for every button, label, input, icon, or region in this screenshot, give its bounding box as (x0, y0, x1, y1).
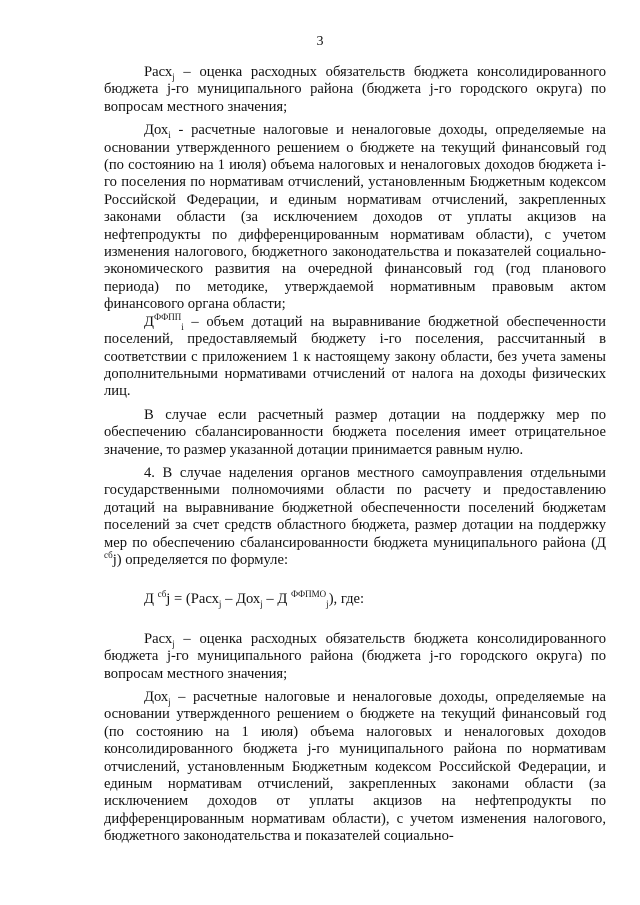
formula-part: ), где: (328, 591, 365, 608)
term: Расх (144, 630, 173, 647)
term: Д (144, 313, 154, 330)
term-subscript: i (181, 321, 184, 332)
paragraph-text: 4. В случае наделения органов местного самоуправления отдельными государственными полномочиями области по расчету и предоставлению дотаций на выравнивание бюджетной обеспеченности поселений бюджетам поселений за счет средств областного бюджета, размер дотации на поддержку мер по обеспечению сбалансированности бюджета муниципального района (Д (104, 464, 606, 551)
formula-sub: j (260, 599, 263, 610)
definition-dotation-1 (104, 311, 606, 401)
term-subscript: j (168, 696, 171, 707)
paragraph-tail: j) определяется по формуле: (112, 551, 288, 568)
term-subscript: i (168, 130, 171, 141)
definition-text: – объем дотаций на выравнивание бюджетной обеспеченности поселений, предоставляемый бюджету i-го поселения, рассчитанный в соответствии с приложением 1 к настоящему закону области, без учета замены дополнительными нормативами отчислений от налога на доходы физических лиц. (104, 313, 606, 400)
superscript: сб (104, 550, 113, 561)
definition-dox-1 (104, 122, 606, 313)
term: Расх (144, 64, 173, 80)
definition-rasx-1 (104, 64, 606, 116)
term: Дох (144, 122, 169, 139)
paragraph-negative-value: В случае если расчетный размер дотации на поддержку мер по обеспечению сбалансированности бюджета поселения имеет отрицательное значение, то размер указанной дотации принимается равным нулю. (104, 406, 606, 458)
page-number: 3 (316, 34, 324, 49)
definition-text: – оценка расходных обязательств бюджета консолидированного бюджета j-го муниципального района (бюджета j-го городского округа) по вопросам местного значения; (104, 630, 606, 682)
definition-text: – расчетные налоговые и неналоговые доходы, определяемые на основании утвержденного решением о бюджете на текущий финансовый год (по состоянию на 1 июля) объема налоговых и неналоговых доходов консолидированного бюджета j-го муниципального района по нормативам отчислений, установленным Бюджетным кодексом Российской Федерации, и единым нормативам отчислений, закрепленных законами области (за исключением доходов от уплаты акцизов на нефтепродукты по дифференцированным нормативам области), с учетом изменения налогового, бюджетного законодательства и показателей социально- (104, 689, 606, 845)
term: Дох (144, 689, 169, 705)
formula-sup: сб (157, 589, 167, 600)
formula-sub: j (218, 599, 222, 610)
formula-part: – Дох (221, 591, 261, 608)
definition-text: – оценка расходных обязательств бюджета консолидированного бюджета j-го муниципального района (бюджета j-го городского округа) по вопросам местного значения; (104, 64, 606, 115)
paragraph-4 (104, 465, 606, 569)
document-body (104, 64, 606, 846)
formula-sup: ФФПМО (290, 589, 327, 600)
definition-dox-2 (104, 689, 606, 846)
definition-text: - расчетные налоговые и неналоговые доходы, определяемые на основании утвержденного решением о бюджете на текущий финансовый год (по состоянию на 1 июля) объема налоговых и неналоговых доходов бюджета i-го поселения по нормативам отчислений, установленным Бюджетным кодексом Российской Федерации, и единым нормативам отчислений, закрепленных законами области (за исключением доходов от уплаты акцизов на нефтепродукты по дифференцированным нормативам области), с учетом изменения налогового, бюджетного законодательства и показателей социально-экономического развития на очередной финансовый год (год планового периода) по методике, утверждаемой нормативным правовым актом финансового органа области; (104, 122, 606, 313)
formula-part: – Д (262, 591, 291, 608)
formula-sub: j (326, 599, 329, 610)
term-superscript: ФФПП (153, 311, 182, 322)
term-subscript: j (172, 638, 175, 649)
formula-part: j = (Расх (166, 591, 219, 608)
formula (104, 591, 606, 608)
formula-part: Д (144, 591, 158, 608)
definition-rasx-2 (104, 631, 606, 683)
term-subscript: j (172, 71, 175, 82)
